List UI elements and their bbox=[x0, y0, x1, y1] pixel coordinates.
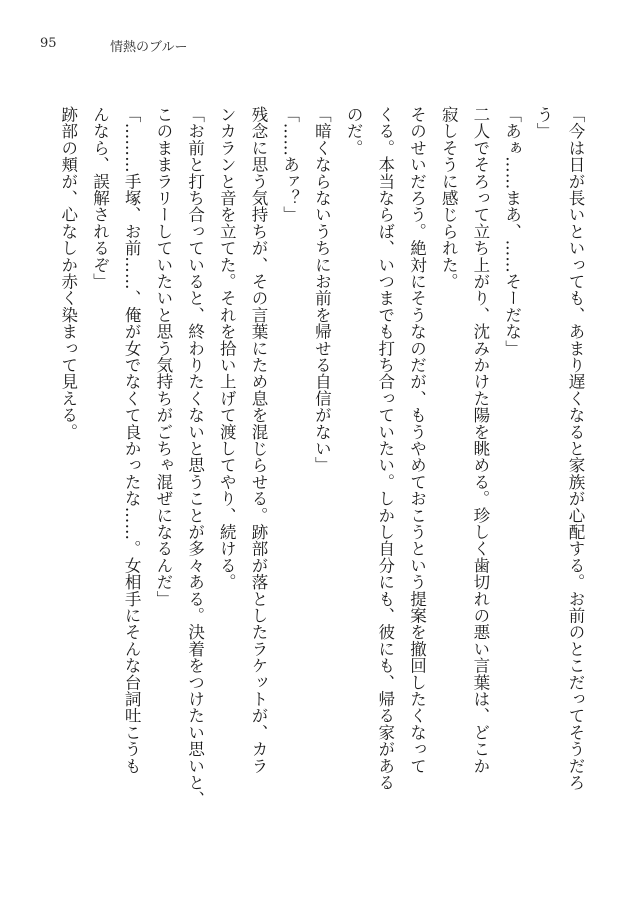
text-line: 「………手塚、お前……、俺が女でなくて良かったな……。女相手にそんな台詞吐こうも bbox=[122, 106, 142, 774]
text-line: ンカランと音を立てた。それを拾い上げて渡してやり、続ける。 bbox=[217, 106, 237, 591]
text-line: 「今は日が長いといっても、あまり遅くなると家族が心配する。お前のとこだってそうだろ bbox=[566, 106, 585, 791]
text-line: のだ。 bbox=[344, 106, 364, 157]
text-line: 「……あァ？」 bbox=[280, 106, 300, 223]
text-line: くる。本当ならば、いつまでも打ち合っていたい。しかし自分にも、彼にも、帰る家がある bbox=[375, 106, 395, 791]
text-line: 寂しそうに感じられた。 bbox=[439, 106, 459, 290]
text-line: 「暗くならないうちにお前を帰せる自信がない」 bbox=[312, 106, 332, 474]
text-line: 「あぁ……まあ、……そーだな」 bbox=[502, 106, 522, 357]
page-number: 95 bbox=[40, 36, 57, 51]
text-line: 残念に思う気持ちが、その言葉にため息を混じらせる。跡部が落としたラケットが、カラ bbox=[248, 106, 268, 774]
text-line: んなら、誤解されるぞ」 bbox=[90, 106, 110, 290]
text-line: 跡部の頬が、心なしか赤く染まって見える。 bbox=[58, 106, 78, 440]
text-line: 「お前と打ち合っていると、終わりたくないと思うことが多々ある。決着をつけたい思いと、 bbox=[185, 106, 205, 808]
text-line: そのせいだろう。絶対にそうなのだが、もうやめておこうという提案を撤回したくなって bbox=[407, 106, 427, 774]
text-line: 二人でそろって立ち上がり、沈みかけた陽を眺める。珍しく歯切れの悪い言葉は、どこか bbox=[470, 106, 490, 774]
text-line: う」 bbox=[534, 106, 554, 140]
text-line: このままラリーしていたいと思う気持ちがごちゃ混ぜになるんだ」 bbox=[153, 106, 173, 607]
chapter-title: 情熱のブルー bbox=[110, 40, 188, 55]
body-text bbox=[52, 106, 591, 876]
